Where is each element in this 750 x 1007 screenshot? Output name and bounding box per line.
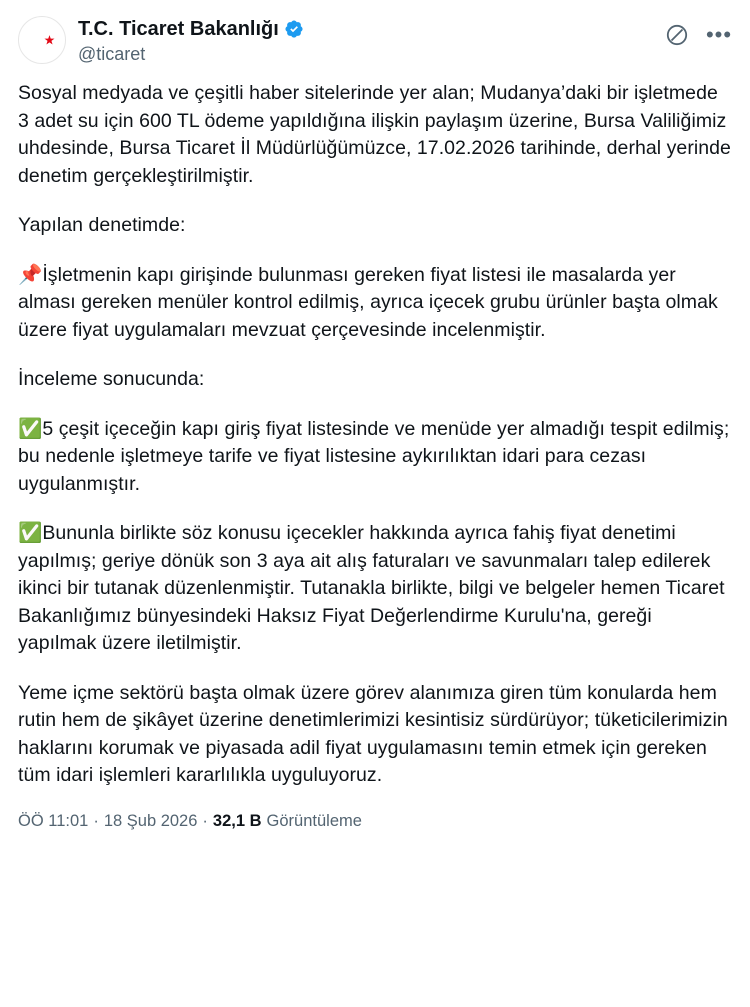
- tweet-paragraph: ✅5 çeşit içeceğin kapı giriş fiyat listesinde ve menüde yer almadığı tespit edilmiş; bu nedenle işletmeye tarife ve fiyat listesine aykırılıktan idari para cezası uygulanmıştır.: [18, 417, 735, 495]
- account-names: [78, 16, 652, 66]
- more-options-dots: •••: [705, 22, 733, 47]
- avatar[interactable]: [18, 16, 66, 64]
- tweet-time: ÖÖ 11:01: [18, 811, 89, 830]
- account-handle[interactable]: @ticaret: [78, 44, 146, 64]
- footer-separator: ·: [93, 811, 99, 830]
- turkish-flag-crescent-icon: [25, 23, 59, 57]
- tweet-header: [18, 12, 732, 66]
- verified-badge-icon: [284, 19, 304, 39]
- display-name-row: [78, 17, 652, 41]
- tweet-date: 18 Şub 2026: [103, 811, 198, 830]
- views-label: Görüntüleme: [266, 811, 362, 830]
- grok-icon[interactable]: [664, 22, 690, 48]
- tweet-header-actions: [664, 16, 732, 48]
- account-display-name[interactable]: T.C. Ticaret Bakanlığı: [78, 18, 279, 40]
- tweet-paragraph: ✅Bununla birlikte söz konusu içecekler hakkında ayrıca fahiş fiyat denetimi yapılmış; geriye dönük son 3 aya ait alış faturaları ve savunmaları talep edilerek ikinci bir tutanak düzenlenmiştir. Tutanakla birlikte, bilgi ve belgeler hemen Ticaret Bakanlığımız bünyesindeki Haksız Fiyat Değerlendirme Kurulu'na, gereği yapılmak üzere iletilmiştir.: [18, 522, 731, 654]
- tweet-paragraph: Sosyal medyada ve çeşitli haber sitelerinde yer alan; Mudanya’daki bir işletmede 3 adet su için 600 TL ödeme yapıldığına ilişkin paylaşım üzerine, Bursa Valiliğimiz uhdesinde, Bursa Ticaret İl Müdürlüğümüzce, 17.02.2026 tarihinde, derhal yerinde denetim gerçekleştirilmiştir.: [18, 82, 737, 187]
- views-count: 32,1 B: [212, 811, 262, 830]
- tweet-footer: [18, 810, 732, 846]
- more-options-icon[interactable]: [706, 22, 732, 48]
- tweet-paragraph: Yeme içme sektörü başta olmak üzere görev alanımıza giren tüm konularda hem rutin hem de şikâyet üzerine denetimlerimizi kesintisiz sürdürüyor; tüketicilerimizin haklarını korumak ve piyasada adil fiyat uygulamasını temin etmek için gereken tüm idari işlemleri kararlılıkla uyguluyoruz.: [18, 681, 734, 786]
- tweet-paragraph: Yapılan denetimde:: [18, 214, 186, 236]
- tweet-paragraph: 📌İşletmenin kapı girişinde bulunması gereken fiyat listesi ile masalarda yer alması gereken menüler kontrol edilmiş, ayrıca içecek grubu ürünler başta olmak üzere fiyat uygulamaları mevzuat çerçevesinde incelenmiştir.: [18, 263, 724, 341]
- tweet-text: [18, 80, 737, 790]
- tweet-paragraph: İnceleme sonucunda:: [18, 368, 205, 390]
- footer-separator: ·: [202, 811, 208, 830]
